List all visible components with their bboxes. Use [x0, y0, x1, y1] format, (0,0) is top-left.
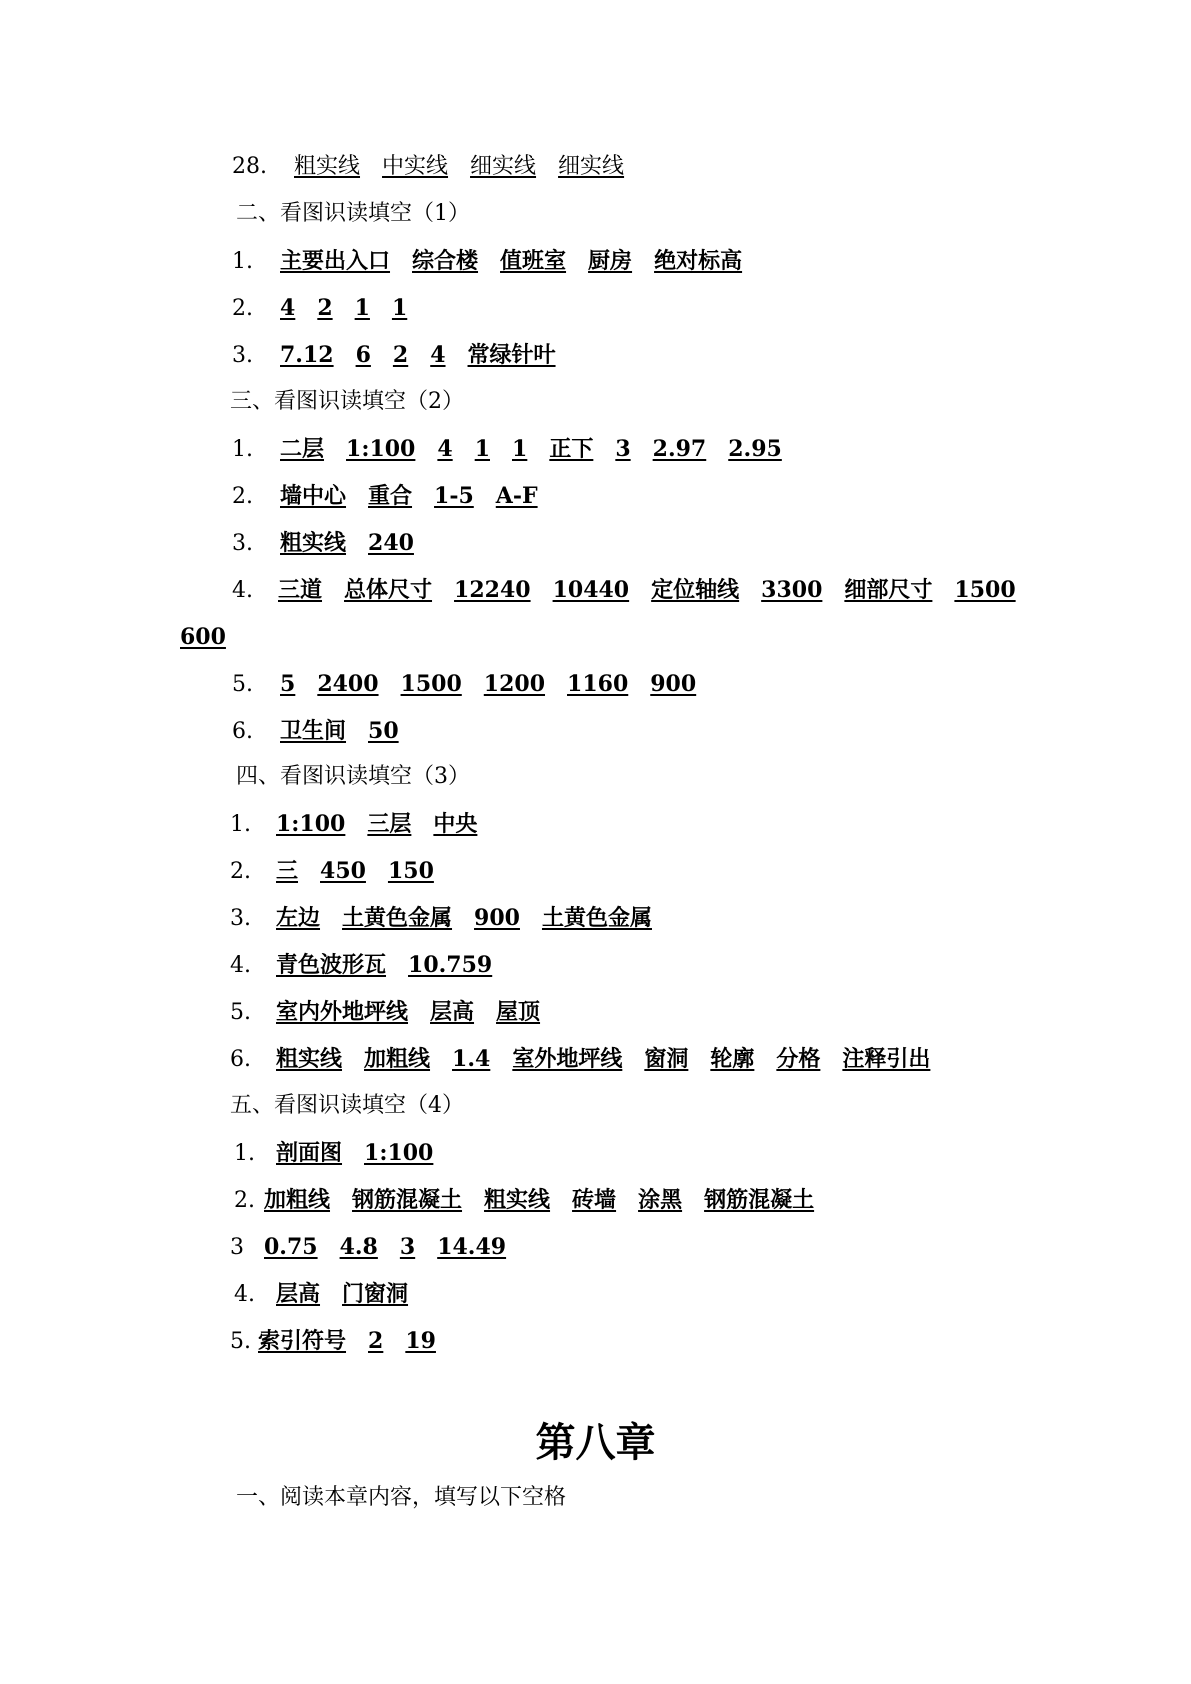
answer-blank: 12240	[454, 577, 531, 603]
answer-blank: 2.97	[652, 436, 707, 462]
answer-blank: 中央	[433, 811, 478, 837]
answer-blank: 50	[368, 718, 399, 744]
answer-blank: 加粗线	[364, 1046, 431, 1072]
answer-blank: 450	[320, 858, 366, 884]
answer-blank: 二层	[280, 436, 325, 462]
answer-blank: 三道	[278, 577, 323, 603]
answer-blank: 三层	[367, 811, 412, 837]
item-number: 4.	[232, 578, 253, 603]
answer-blank: 600	[180, 624, 226, 650]
answer-blank: 240	[368, 530, 414, 556]
answer-line-wrap	[180, 622, 248, 652]
answer-line	[232, 152, 646, 182]
answer-blank: 层高	[430, 999, 475, 1025]
answer-blank: 粗实线	[484, 1187, 551, 1213]
answer-blank: A-F	[495, 483, 538, 509]
answer-line	[230, 1326, 458, 1357]
answer-blank: 1.4	[452, 1046, 491, 1072]
answer-blank: 19	[405, 1328, 436, 1354]
answer-line	[230, 903, 674, 934]
item-number: 3.	[232, 531, 253, 556]
answer-blank: 10.759	[408, 952, 493, 978]
answer-blank: 室外地坪线	[512, 1046, 623, 1072]
item-number: 5.	[230, 1329, 251, 1354]
answer-line	[232, 575, 1038, 606]
answer-line	[230, 1044, 952, 1075]
answer-blank: 层高	[276, 1281, 321, 1307]
answer-blank: 900	[474, 905, 520, 931]
answer-blank: 1:100	[364, 1140, 434, 1166]
answer-blank: 门窗洞	[342, 1281, 409, 1307]
answer-blank: 1:100	[276, 811, 346, 837]
answer-blank: 绝对标高	[654, 248, 743, 274]
answer-blank: 正下	[549, 436, 594, 462]
answer-blank: 1	[354, 295, 370, 321]
answer-blank: 1:100	[346, 436, 416, 462]
answer-blank: 1500	[400, 671, 462, 697]
answer-blank: 14.49	[437, 1234, 507, 1260]
item-number: 3	[230, 1235, 244, 1260]
item-number: 2.	[232, 484, 253, 509]
answer-blank: 5	[280, 671, 296, 697]
answer-blank: 索引符号	[258, 1328, 347, 1354]
answer-blank: 1500	[954, 577, 1016, 603]
answer-blank: 7.12	[280, 342, 334, 368]
answer-blank: 土黄色金属	[342, 905, 453, 931]
answer-blank: 轮廓	[710, 1046, 755, 1072]
item-number: 6.	[232, 719, 253, 744]
answer-blank: 6	[355, 342, 371, 368]
answer-blank: 0.75	[264, 1234, 318, 1260]
answer-blank: 粗实线	[276, 1046, 343, 1072]
answer-blank: 三	[276, 858, 299, 884]
answer-blank: 细实线	[470, 154, 537, 179]
answer-line	[232, 293, 429, 324]
answer-blank: 4	[280, 295, 296, 321]
answer-blank: 钢筋混凝土	[704, 1187, 815, 1213]
answer-blank: 注释引出	[842, 1046, 931, 1072]
answer-blank: 10440	[552, 577, 630, 603]
answer-line	[234, 1279, 430, 1310]
item-number: 2.	[230, 859, 251, 884]
answer-blank: 900	[650, 671, 697, 697]
answer-blank: 1160	[567, 671, 629, 697]
answer-line	[234, 1185, 836, 1216]
answer-blank: 中实线	[382, 154, 449, 179]
answer-blank: 墙中心	[280, 483, 347, 509]
answer-blank: 综合楼	[412, 248, 479, 274]
item-number: 2.	[232, 296, 253, 321]
section-heading: 四、看图识读填空（3）	[236, 764, 470, 789]
answer-blank: 3300	[761, 577, 823, 603]
answer-blank: 总体尺寸	[344, 577, 433, 603]
answer-blank: 室内外地坪线	[276, 999, 409, 1025]
answer-blank: 涂黑	[638, 1187, 683, 1213]
section-heading: 二、看图识读填空（1）	[236, 201, 470, 226]
answer-blank: 1	[474, 436, 490, 462]
answer-blank: 屋顶	[496, 999, 541, 1025]
item-number: 1.	[232, 437, 253, 462]
answer-line	[232, 716, 421, 747]
answer-blank: 值班室	[500, 248, 567, 274]
answer-blank: 粗实线	[280, 530, 347, 556]
answer-line	[232, 669, 718, 700]
answer-blank: 粗实线	[294, 154, 361, 179]
answer-blank: 1	[391, 295, 408, 321]
answer-blank: 分格	[776, 1046, 821, 1072]
chapter-title: 第八章	[535, 1419, 656, 1466]
answer-line	[232, 340, 578, 371]
answer-blank: 主要出入口	[280, 248, 391, 274]
answer-blank: 定位轴线	[651, 577, 740, 603]
answer-line	[232, 481, 560, 512]
item-number: 4.	[234, 1282, 255, 1307]
answer-line	[230, 997, 562, 1028]
answer-line	[232, 246, 764, 277]
section-heading: 三、看图识读填空（2）	[230, 389, 464, 414]
answer-line	[230, 1232, 528, 1263]
answer-line	[232, 434, 804, 465]
answer-blank: 钢筋混凝土	[352, 1187, 463, 1213]
answer-blank: 3	[399, 1234, 416, 1260]
answer-blank: 150	[387, 858, 434, 884]
item-number: 1.	[232, 249, 253, 274]
item-number: 6.	[230, 1047, 251, 1072]
answer-blank: 厨房	[588, 248, 633, 274]
answer-blank: 1200	[483, 671, 546, 697]
answer-blank: 1-5	[434, 483, 474, 509]
answer-blank: 1	[512, 436, 528, 462]
item-number: 3.	[232, 343, 253, 368]
answer-line	[230, 856, 456, 887]
item-number: 5.	[232, 672, 253, 697]
answer-line	[234, 1138, 455, 1169]
answer-blank: 4	[437, 436, 453, 462]
section-heading: 一、阅读本章内容，填写以下空格	[236, 1485, 567, 1510]
answer-blank: 细实线	[558, 154, 625, 179]
answer-blank: 4.8	[339, 1234, 378, 1260]
answer-blank: 细部尺寸	[844, 577, 933, 603]
answer-blank: 卫生间	[280, 718, 347, 744]
answer-blank: 剖面图	[276, 1140, 343, 1166]
item-number: 28.	[232, 154, 267, 179]
answer-blank: 2	[368, 1328, 384, 1354]
answer-blank: 重合	[368, 483, 413, 509]
answer-blank: 加粗线	[264, 1187, 331, 1213]
section-heading: 五、看图识读填空（4）	[230, 1093, 464, 1118]
answer-blank: 土黄色金属	[541, 905, 652, 931]
answer-blank: 砖墙	[572, 1187, 617, 1213]
item-number: 5.	[230, 1000, 251, 1025]
answer-line	[230, 950, 514, 981]
item-number: 4.	[230, 953, 251, 978]
item-number: 1.	[234, 1141, 255, 1166]
item-number: 2.	[234, 1188, 255, 1213]
answer-line	[232, 528, 436, 559]
answer-blank: 2	[392, 342, 409, 368]
answer-blank: 3	[615, 436, 631, 462]
answer-blank: 2	[317, 295, 333, 321]
answer-blank: 2.95	[728, 436, 782, 462]
answer-blank: 窗洞	[644, 1046, 689, 1072]
item-number: 1.	[230, 812, 251, 837]
answer-blank: 左边	[276, 905, 321, 931]
item-number: 3.	[230, 906, 251, 931]
answer-blank: 青色波形瓦	[276, 952, 387, 978]
answer-blank: 2400	[317, 671, 379, 697]
answer-blank: 常绿针叶	[467, 342, 556, 368]
answer-blank: 4	[430, 342, 446, 368]
answer-line	[230, 809, 499, 840]
